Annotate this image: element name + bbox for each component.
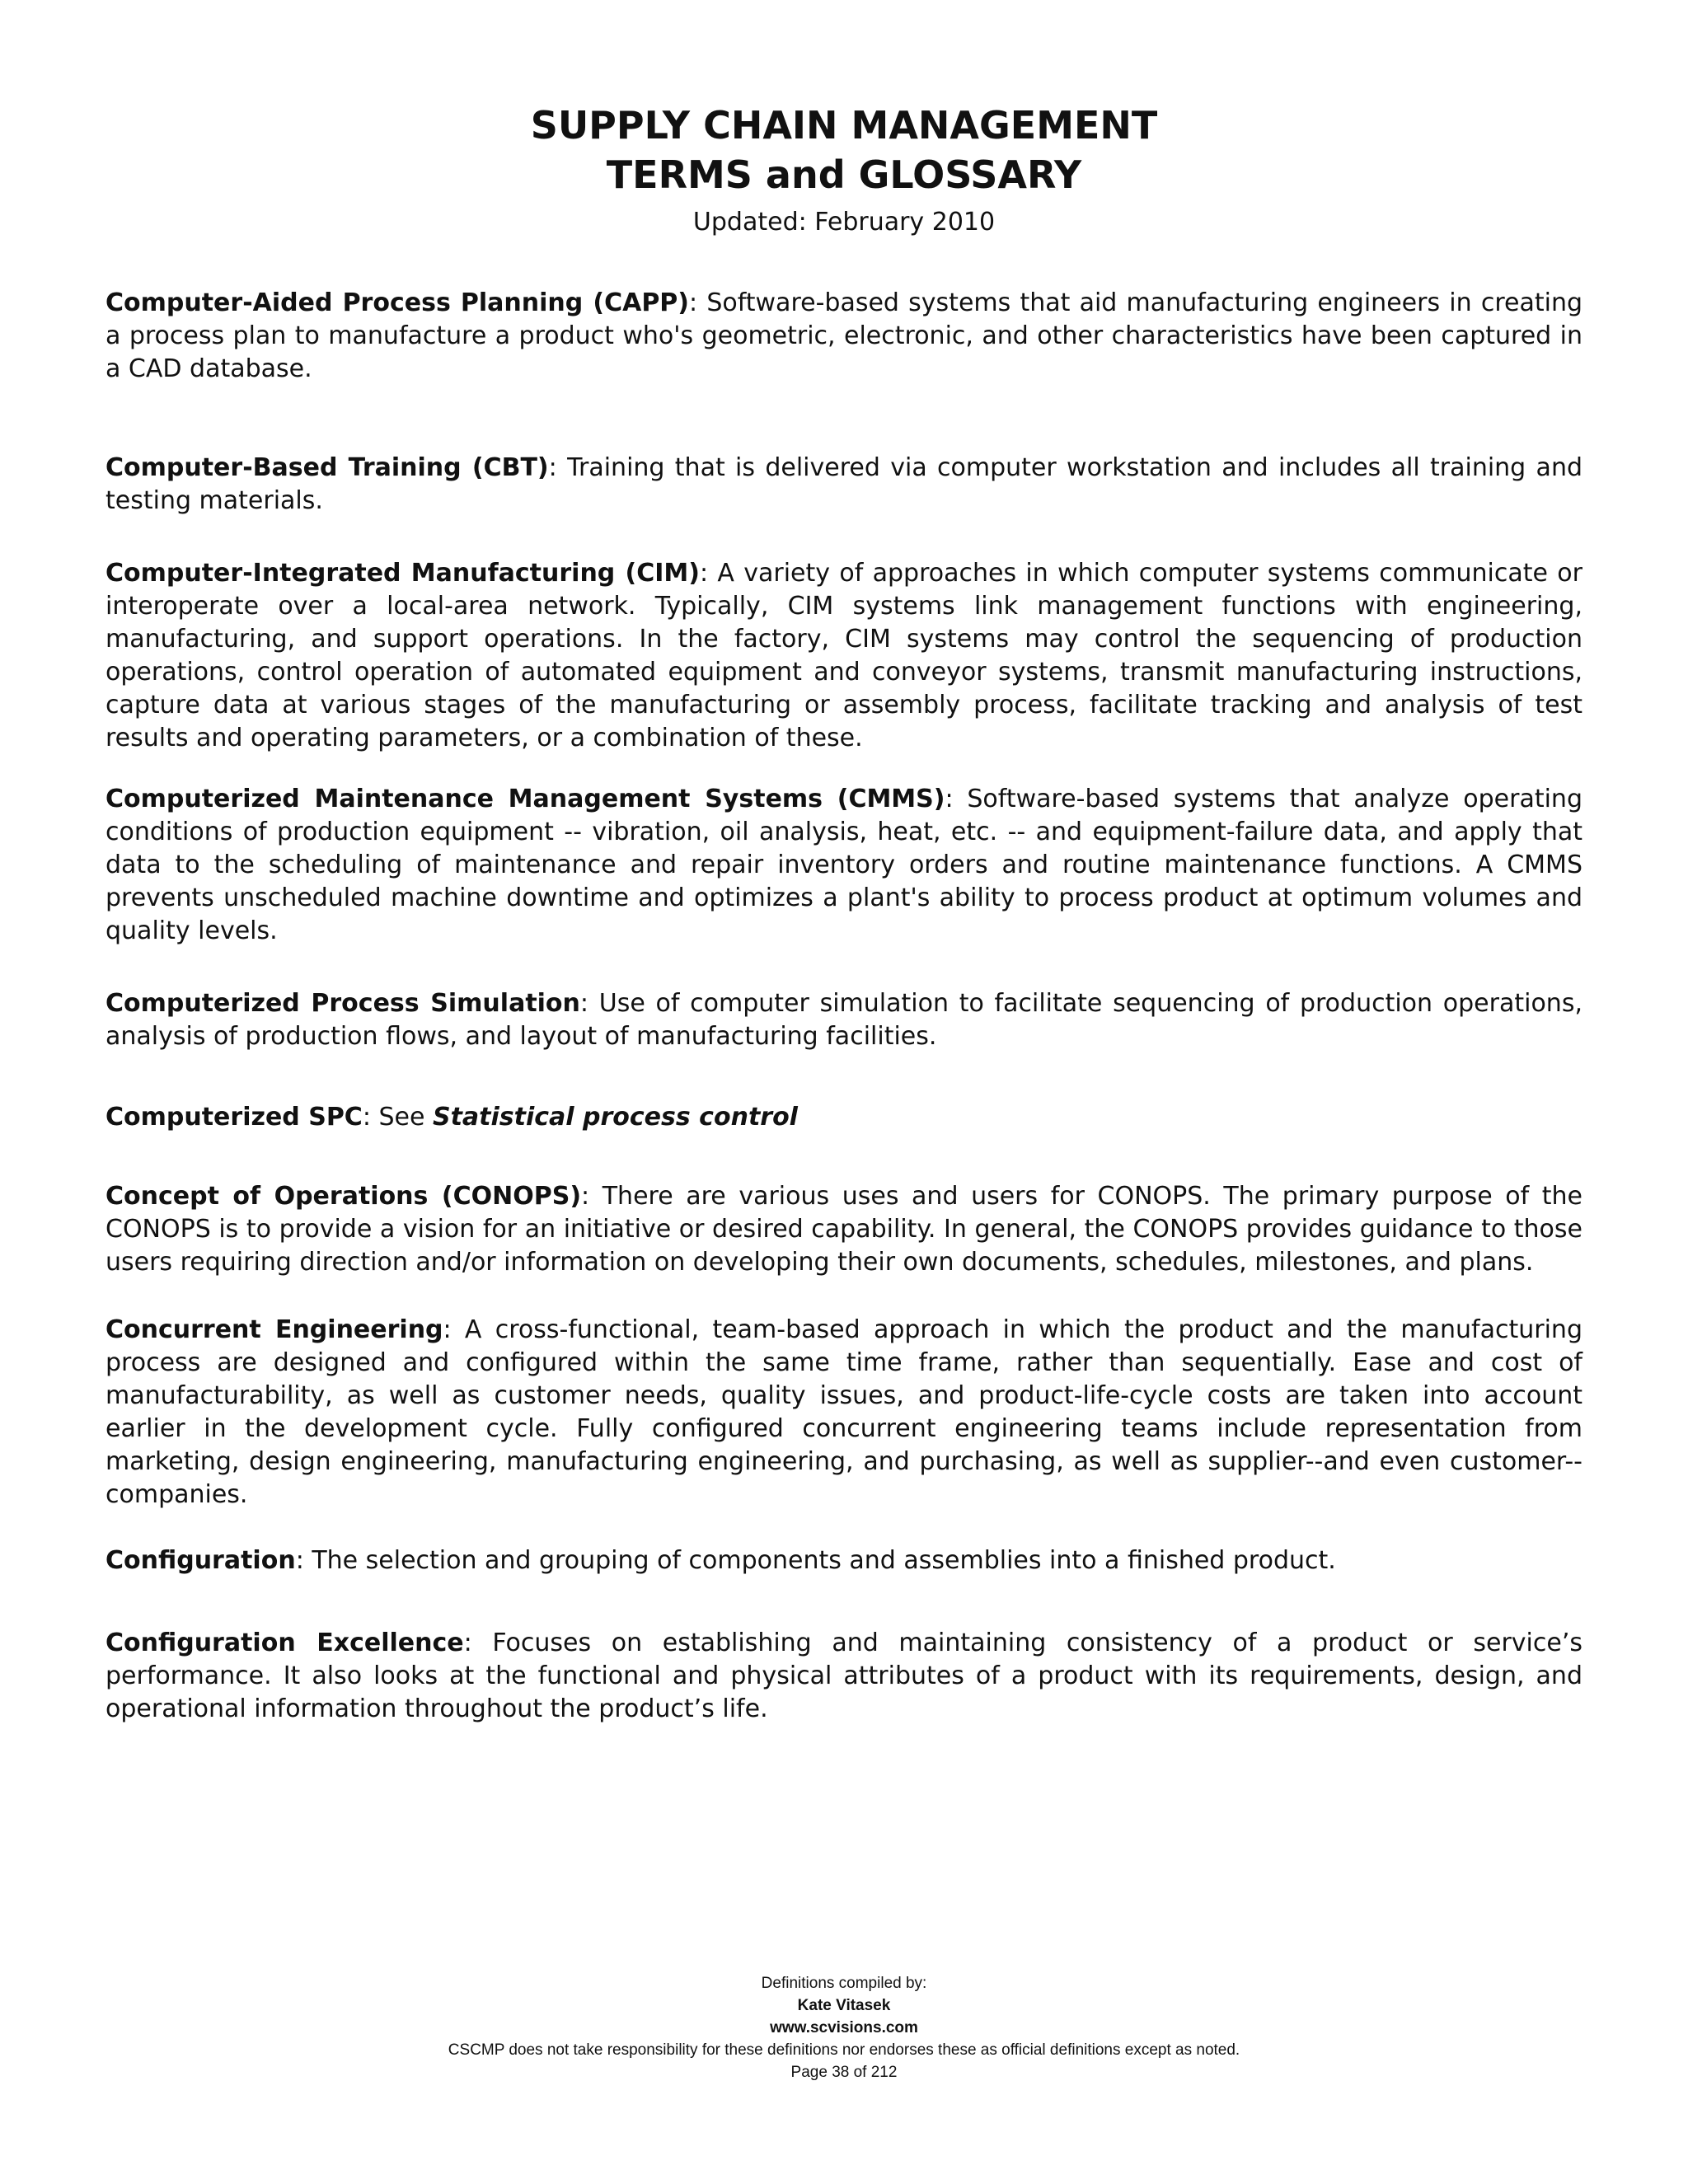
glossary-term: Computerized SPC <box>106 1103 363 1132</box>
glossary-entry <box>106 1314 1582 1511</box>
glossary-term: Computerized Maintenance Management Systems (CMMS) <box>106 785 945 813</box>
glossary-entry <box>106 1544 1582 1577</box>
glossary-entry <box>106 1101 1582 1134</box>
document-header <box>0 101 1688 239</box>
footer-website-link[interactable]: www.scvisions.com <box>770 2019 918 2036</box>
glossary-entry <box>106 452 1582 518</box>
glossary-term: Configuration Excellence <box>106 1629 464 1657</box>
page-title-line-1: SUPPLY CHAIN MANAGEMENT <box>530 103 1158 148</box>
glossary-definition: : Use of computer simulation to facilitate sequencing of production operations, analysis of production flows, and layout of manufacturing facilities. <box>106 989 1582 1051</box>
glossary-definition: : A variety of approaches in which computer systems communicate or interoperate over a local-area network. Typically, CIM systems link management functions with engineering, manufacturing, and support operations. In the factory, CIM systems may control the sequencing of production operations, control operation of automated equipment and conveyor systems, transmit manufacturing instructions, capture data at various stages of the manufacturing or assembly process, facilitate tracking and analysis of test results and operating parameters, or a combination of these. <box>106 559 1582 752</box>
glossary-entry <box>106 1180 1582 1279</box>
glossary-definition: : See <box>362 1103 433 1132</box>
cross-reference-link[interactable]: Statistical process control <box>432 1103 798 1132</box>
page-title-line-2: TERMS and GLOSSARY <box>606 152 1082 197</box>
glossary-definition: : There are various uses and users for CONOPS. The primary purpose of the CONOPS is to provide a vision for an initiative or desired capability. In general, the CONOPS provides guidance to those users requiring direction and/or information on developing their own documents, schedules, milestones, and plans. <box>106 1182 1582 1277</box>
glossary-definition: : The selection and grouping of components and assemblies into a finished product. <box>295 1546 1336 1575</box>
glossary-entry <box>106 783 1582 948</box>
footer-disclaimer: CSCMP does not take responsibility for these definitions nor endorses these as official definitions except as noted. <box>448 2041 1240 2059</box>
glossary-definition: : A cross-functional, team-based approach in which the product and the manufacturing process are designed and configured within the same time frame, rather than sequentially. Ease and cost of manufacturability, as well as customer needs, quality issues, and product-life-cycle costs are taken into account earlier in the development cycle. Fully configured concurrent engineering teams include representation from marketing, design engineering, manufacturing engineering, and purchasing, as well as supplier--and even customer--companies. <box>106 1315 1582 1509</box>
glossary-term: Concurrent Engineering <box>106 1315 443 1344</box>
glossary-term: Computer-Integrated Manufacturing (CIM) <box>106 559 700 588</box>
glossary-term: Computerized Process Simulation <box>106 989 580 1018</box>
glossary-definition: : Software-based systems that analyze operating conditions of production equipment -- vibration, oil analysis, heat, etc. -- and equipment-failure data, and apply that data to the scheduling of maintenance and repair inventory orders and routine maintenance functions. A CMMS prevents unscheduled machine downtime and optimizes a plant's ability to process product at optimum volumes and quality levels. <box>106 785 1582 945</box>
footer-author: Kate Vitasek <box>797 1997 891 2014</box>
glossary-term: Concept of Operations (CONOPS) <box>106 1182 582 1211</box>
glossary-definition: : Focuses on establishing and maintaining consistency of a product or service’s performance. It also looks at the functional and physical attributes of a product with its requirements, design, and operational information throughout the product’s life. <box>106 1629 1582 1723</box>
page-footer <box>0 1972 1688 2083</box>
glossary-entries <box>106 287 1582 1775</box>
footer-compiled-by: Definitions compiled by: <box>761 1975 927 1992</box>
glossary-entry <box>106 557 1582 755</box>
glossary-term: Computer-Based Training (CBT) <box>106 453 549 482</box>
glossary-entry <box>106 287 1582 386</box>
glossary-entry <box>106 987 1582 1053</box>
glossary-term: Computer-Aided Process Planning (CAPP) <box>106 288 690 317</box>
glossary-definition: : Software-based systems that aid manufacturing engineers in creating a process plan to manufacture a product who's geometric, electronic, and other characteristics have been captured in a CAD database. <box>106 288 1583 383</box>
page-number: Page 38 of 212 <box>790 2064 898 2081</box>
glossary-definition: : Training that is delivered via computer workstation and includes all training and testing materials. <box>106 453 1582 515</box>
updated-date: Updated: February 2010 <box>692 208 996 237</box>
glossary-term: Configuration <box>106 1546 296 1575</box>
glossary-entry <box>106 1627 1582 1726</box>
